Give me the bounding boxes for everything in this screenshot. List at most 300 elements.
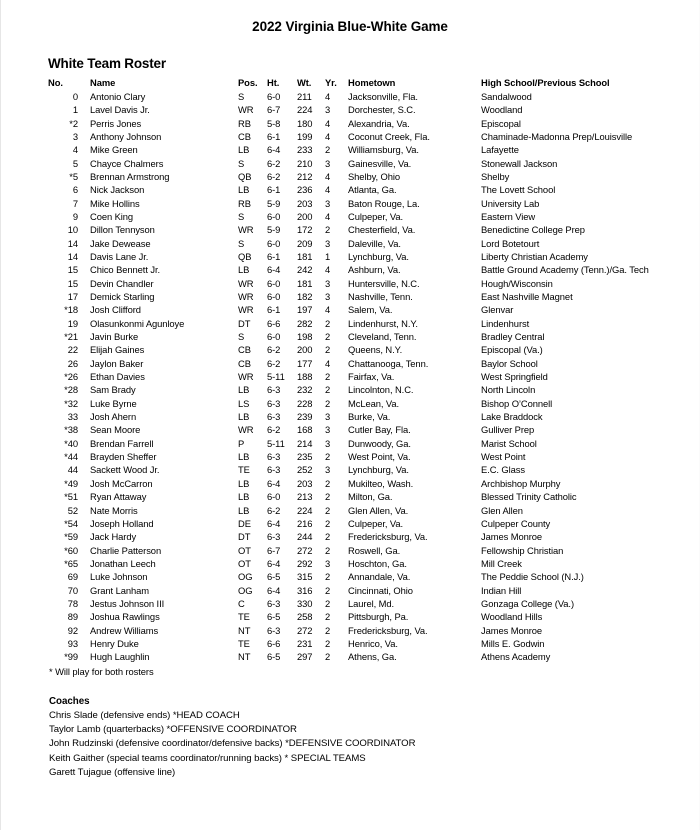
row-spacer xyxy=(78,397,90,410)
player-number: 1 xyxy=(72,104,78,116)
player-height: 6-3 xyxy=(267,451,281,463)
table-row xyxy=(48,103,681,116)
player-weight: 235 xyxy=(297,451,313,463)
player-weight: 244 xyxy=(297,531,313,543)
player-height: 6-6 xyxy=(267,317,281,329)
player-hometown: Cutler Bay, Fla. xyxy=(348,424,411,436)
column-header-weight: Wt. xyxy=(297,77,312,88)
player-year: 4 xyxy=(325,210,331,222)
table-row xyxy=(48,530,681,543)
player-height: 6-0 xyxy=(267,277,281,289)
player-school: Mill Creek xyxy=(481,557,522,569)
player-number: 4 xyxy=(72,144,78,156)
row-spacer xyxy=(78,584,90,597)
coach-line: Chris Slade (defensive ends) *HEAD COACH xyxy=(49,709,240,721)
player-number: 6 xyxy=(72,184,78,196)
player-hometown: McLean, Va. xyxy=(348,397,400,409)
table-row xyxy=(48,263,681,276)
player-hometown: Salem, Va. xyxy=(348,304,393,316)
row-spacer xyxy=(78,197,90,210)
player-height: 6-6 xyxy=(267,637,281,649)
player-weight: 203 xyxy=(297,477,313,489)
row-spacer xyxy=(78,450,90,463)
player-year: 3 xyxy=(325,411,331,423)
player-weight: 282 xyxy=(297,317,313,329)
table-row xyxy=(48,290,681,303)
player-name: Andrew Williams xyxy=(90,624,159,636)
player-position: WR xyxy=(238,224,254,236)
table-row xyxy=(48,130,681,143)
player-name: Brayden Sheffer xyxy=(90,451,157,463)
player-hometown: Dorchester, S.C. xyxy=(348,104,416,116)
player-year: 2 xyxy=(325,477,331,489)
player-year: 2 xyxy=(325,331,331,343)
player-height: 6-2 xyxy=(267,170,281,182)
player-position: S xyxy=(238,157,245,169)
player-weight: 228 xyxy=(297,397,313,409)
player-name: Josh Clifford xyxy=(90,304,141,316)
player-school: University Lab xyxy=(481,197,540,209)
player-number: 19 xyxy=(67,317,78,329)
player-name: Lavel Davis Jr. xyxy=(90,104,150,116)
player-school: Bradley Central xyxy=(481,331,545,343)
player-number: 22 xyxy=(67,344,78,356)
player-weight: 181 xyxy=(297,250,313,262)
player-height: 5-11 xyxy=(267,437,285,449)
row-spacer xyxy=(78,490,90,503)
player-number: *51 xyxy=(64,491,78,503)
player-name: Anthony Johnson xyxy=(90,130,162,142)
player-position: LB xyxy=(238,491,250,503)
player-height: 6-4 xyxy=(267,144,281,156)
player-weight: 239 xyxy=(297,411,313,423)
table-row xyxy=(48,544,681,557)
player-school: Culpeper County xyxy=(481,517,551,529)
player-weight: 211 xyxy=(297,90,312,102)
player-hometown: Chesterfield, Va. xyxy=(348,224,416,236)
player-year: 4 xyxy=(325,304,331,316)
table-row xyxy=(48,223,681,236)
player-height: 6-4 xyxy=(267,264,281,276)
player-number: 10 xyxy=(67,224,78,236)
table-row xyxy=(48,250,681,263)
player-position: LB xyxy=(238,477,250,489)
table-row xyxy=(48,450,681,463)
player-weight: 316 xyxy=(297,584,313,596)
player-height: 6-2 xyxy=(267,157,281,169)
player-height: 6-3 xyxy=(267,384,281,396)
player-name: Brennan Armstrong xyxy=(90,170,170,182)
player-height: 5-9 xyxy=(267,197,281,209)
table-row xyxy=(48,277,681,290)
coaches-section xyxy=(48,695,681,780)
player-weight: 272 xyxy=(297,544,313,556)
table-row xyxy=(48,117,681,130)
player-weight: 213 xyxy=(297,491,313,503)
table-row xyxy=(48,383,681,396)
player-height: 5-11 xyxy=(267,371,285,383)
player-year: 2 xyxy=(325,544,331,556)
player-name: Hugh Laughlin xyxy=(90,651,150,663)
player-school: Glen Allen xyxy=(481,504,523,516)
table-row xyxy=(48,197,681,210)
table-row xyxy=(48,437,681,450)
player-school: Benedictine College Prep xyxy=(481,224,585,236)
player-year: 2 xyxy=(325,504,331,516)
table-row xyxy=(48,490,681,503)
player-year: 4 xyxy=(325,264,331,276)
player-position: LS xyxy=(238,397,250,409)
player-hometown: Athens, Ga. xyxy=(348,651,397,663)
player-year: 2 xyxy=(325,531,331,543)
player-year: 2 xyxy=(325,584,331,596)
table-row xyxy=(48,317,681,330)
player-year: 2 xyxy=(325,451,331,463)
player-school: The Peddie School (N.J.) xyxy=(481,571,584,583)
player-school: East Nashville Magnet xyxy=(481,291,573,302)
row-spacer xyxy=(78,290,90,303)
player-name: Olasunkonmi Agunloye xyxy=(90,317,185,329)
player-school: Shelby xyxy=(481,170,510,182)
player-name: Javin Burke xyxy=(90,331,139,343)
row-spacer xyxy=(78,103,90,116)
player-hometown: Henrico, Va. xyxy=(348,637,398,649)
column-header-number: No. xyxy=(48,77,63,88)
player-number: *21 xyxy=(64,331,78,343)
player-number: 14 xyxy=(67,250,78,262)
player-year: 3 xyxy=(325,104,331,116)
player-year: 2 xyxy=(325,624,331,636)
table-row xyxy=(48,157,681,170)
player-hometown: Lincolnton, N.C. xyxy=(348,384,414,396)
player-hometown: Dunwoody, Ga. xyxy=(348,437,411,449)
coach-line: Keith Gaither (special teams coordinator/running backs) * SPECIAL TEAMS xyxy=(49,752,366,764)
player-school: Lindenhurst xyxy=(481,317,530,329)
player-year: 2 xyxy=(325,597,331,609)
column-header-position: Pos. xyxy=(238,77,258,88)
column-header-height: Ht. xyxy=(267,77,280,88)
table-row xyxy=(48,397,681,410)
section-title: White Team Roster xyxy=(48,56,166,71)
row-spacer xyxy=(78,463,90,476)
table-row xyxy=(48,183,681,196)
player-weight: 297 xyxy=(297,651,313,663)
player-number: 9 xyxy=(72,210,78,222)
player-name: Josh McCarron xyxy=(90,477,153,489)
row-spacer xyxy=(78,383,90,396)
player-year: 3 xyxy=(325,464,331,476)
player-height: 6-3 xyxy=(267,531,281,543)
player-hometown: Daleville, Va. xyxy=(348,237,401,249)
row-spacer xyxy=(78,610,90,623)
row-spacer xyxy=(78,437,90,450)
player-position: OG xyxy=(238,584,253,596)
table-row xyxy=(48,370,681,383)
player-hometown: Ashburn, Va. xyxy=(348,264,401,276)
player-school: Chaminade-Madonna Prep/Louisville xyxy=(481,130,633,142)
player-name: Devin Chandler xyxy=(90,277,154,289)
player-name: Chico Bennett Jr. xyxy=(90,264,161,276)
player-name: Sackett Wood Jr. xyxy=(90,464,160,476)
player-position: LB xyxy=(238,504,250,516)
player-hometown: Culpeper, Va. xyxy=(348,210,404,222)
player-school: Gulliver Prep xyxy=(481,424,535,436)
player-weight: 209 xyxy=(297,237,313,249)
player-height: 6-1 xyxy=(267,250,281,262)
player-number: 17 xyxy=(67,291,78,302)
player-year: 3 xyxy=(325,237,331,249)
player-name: Grant Lanham xyxy=(90,584,149,596)
player-name: Sean Moore xyxy=(90,424,141,436)
player-number: 33 xyxy=(67,411,78,423)
player-height: 6-0 xyxy=(267,491,281,503)
player-position: LB xyxy=(238,411,250,423)
player-position: OG xyxy=(238,571,253,583)
player-school: Stonewall Jackson xyxy=(481,157,558,169)
table-row xyxy=(48,557,681,570)
player-year: 2 xyxy=(325,571,331,583)
player-year: 4 xyxy=(325,90,331,102)
player-weight: 214 xyxy=(297,437,313,449)
player-school: Lord Botetourt xyxy=(481,237,540,249)
player-year: 2 xyxy=(325,344,331,356)
player-school: North Lincoln xyxy=(481,384,536,396)
player-name: Henry Duke xyxy=(90,637,139,649)
table-row xyxy=(48,610,681,623)
player-year: 2 xyxy=(325,371,331,383)
table-row xyxy=(48,650,681,663)
player-hometown: Shelby, Ohio xyxy=(348,170,401,182)
player-school: Indian Hill xyxy=(481,584,522,596)
row-spacer xyxy=(78,530,90,543)
row-spacer xyxy=(78,477,90,490)
player-number: 14 xyxy=(67,237,78,249)
row-spacer xyxy=(78,410,90,423)
player-number: 15 xyxy=(67,277,78,289)
player-position: WR xyxy=(238,277,254,289)
player-number: *18 xyxy=(64,304,78,316)
player-year: 2 xyxy=(325,397,331,409)
player-hometown: Fredericksburg, Va. xyxy=(348,531,428,543)
player-number: *2 xyxy=(69,117,78,129)
player-number: 89 xyxy=(67,611,78,623)
player-hometown: Lynchburg, Va. xyxy=(348,250,409,262)
player-hometown: Fredericksburg, Va. xyxy=(348,624,428,636)
player-name: Jonathan Leech xyxy=(90,557,156,569)
table-row xyxy=(48,517,681,530)
player-position: P xyxy=(238,437,245,449)
table-row xyxy=(48,343,681,356)
row-spacer xyxy=(78,650,90,663)
player-height: 5-9 xyxy=(267,224,281,236)
player-name: Joshua Rawlings xyxy=(90,611,160,623)
player-school: West Point xyxy=(481,451,526,463)
coaches-list xyxy=(48,709,681,780)
player-hometown: Roswell, Ga. xyxy=(348,544,401,556)
row-spacer xyxy=(78,157,90,170)
player-number: *60 xyxy=(64,544,78,556)
player-hometown: Chattanooga, Tenn. xyxy=(348,357,429,369)
player-number: *40 xyxy=(64,437,78,449)
player-name: Demick Starling xyxy=(90,291,155,302)
player-position: LB xyxy=(238,384,250,396)
player-hometown: Jacksonville, Fla. xyxy=(348,90,418,102)
player-year: 4 xyxy=(325,357,331,369)
row-spacer xyxy=(78,143,90,156)
player-weight: 200 xyxy=(297,210,313,222)
table-row xyxy=(48,584,681,597)
player-year: 2 xyxy=(325,144,331,156)
player-weight: 180 xyxy=(297,117,313,129)
player-year: 3 xyxy=(325,557,331,569)
player-position: CB xyxy=(238,357,251,369)
player-name: Mike Hollins xyxy=(90,197,140,209)
player-hometown: Cincinnati, Ohio xyxy=(348,584,413,596)
player-height: 6-1 xyxy=(267,184,281,196)
player-year: 2 xyxy=(325,317,331,329)
player-school: Fellowship Christian xyxy=(481,544,564,556)
player-number: 7 xyxy=(72,197,78,209)
player-school: Lake Braddock xyxy=(481,411,543,423)
player-number: 93 xyxy=(67,637,78,649)
player-position: DT xyxy=(238,317,251,329)
player-school: Archbishop Murphy xyxy=(481,477,561,489)
player-hometown: West Point, Va. xyxy=(348,451,411,463)
table-row xyxy=(48,570,681,583)
player-school: Glenvar xyxy=(481,304,514,316)
player-position: OT xyxy=(238,557,251,569)
player-position: OT xyxy=(238,544,251,556)
player-number: *49 xyxy=(64,477,78,489)
player-hometown: Nashville, Tenn. xyxy=(348,291,413,302)
player-number: 44 xyxy=(67,464,78,476)
player-weight: 172 xyxy=(297,224,313,236)
player-name: Ryan Attaway xyxy=(90,491,147,503)
player-number: 3 xyxy=(72,130,78,142)
row-spacer xyxy=(78,504,90,517)
column-spacer xyxy=(78,76,90,90)
player-name: Davis Lane Jr. xyxy=(90,250,149,262)
row-spacer xyxy=(78,130,90,143)
player-hometown: Fairfax, Va. xyxy=(348,371,395,383)
coach-line: John Rudzinski (defensive coordinator/defensive backs) *DEFENSIVE COORDINATOR xyxy=(49,738,416,750)
player-weight: 198 xyxy=(297,331,313,343)
table-row xyxy=(48,90,681,103)
row-spacer xyxy=(78,223,90,236)
roster-table xyxy=(48,76,681,664)
row-spacer xyxy=(78,277,90,290)
player-school: Baylor School xyxy=(481,357,538,369)
row-spacer xyxy=(78,557,90,570)
player-weight: 181 xyxy=(297,277,313,289)
player-height: 6-0 xyxy=(267,331,281,343)
player-hometown: Pittsburgh, Pa. xyxy=(348,611,409,623)
player-name: Ethan Davies xyxy=(90,371,145,383)
player-position: TE xyxy=(238,637,250,649)
player-position: DT xyxy=(238,531,251,543)
player-school: Liberty Christian Academy xyxy=(481,250,588,262)
player-school: Sandalwood xyxy=(481,90,532,102)
table-row xyxy=(48,143,681,156)
player-position: RB xyxy=(238,117,251,129)
player-school: Blessed Trinity Catholic xyxy=(481,491,577,503)
player-position: WR xyxy=(238,424,254,436)
player-weight: 210 xyxy=(297,157,313,169)
player-name: Mike Green xyxy=(90,144,138,156)
player-weight: 200 xyxy=(297,344,313,356)
player-height: 6-5 xyxy=(267,571,281,583)
row-spacer xyxy=(78,263,90,276)
column-header-name: Name xyxy=(90,77,116,88)
player-height: 6-0 xyxy=(267,237,281,249)
player-year: 4 xyxy=(325,117,331,129)
player-weight: 315 xyxy=(297,571,313,583)
table-header-row xyxy=(48,76,681,90)
player-height: 6-3 xyxy=(267,411,281,423)
row-spacer xyxy=(78,544,90,557)
player-hometown: Gainesville, Va. xyxy=(348,157,412,169)
player-position: WR xyxy=(238,291,254,302)
roster-table-body xyxy=(48,90,681,664)
player-position: TE xyxy=(238,464,250,476)
player-position: TE xyxy=(238,611,250,623)
table-row xyxy=(48,637,681,650)
player-height: 6-5 xyxy=(267,651,281,663)
player-hometown: Baton Rouge, La. xyxy=(348,197,420,209)
player-school: The Lovett School xyxy=(481,184,556,196)
player-number: 92 xyxy=(67,624,78,636)
player-hometown: Annandale, Va. xyxy=(348,571,411,583)
player-name: Coen King xyxy=(90,210,134,222)
player-year: 2 xyxy=(325,491,331,503)
player-number: *65 xyxy=(64,557,78,569)
table-row xyxy=(48,357,681,370)
player-position: CB xyxy=(238,130,251,142)
player-height: 6-4 xyxy=(267,517,281,529)
player-hometown: Coconut Creek, Fla. xyxy=(348,130,430,142)
player-height: 6-0 xyxy=(267,291,281,302)
player-school: Lafayette xyxy=(481,144,519,156)
player-weight: 182 xyxy=(297,291,313,302)
player-number: 52 xyxy=(67,504,78,516)
player-hometown: Huntersville, N.C. xyxy=(348,277,420,289)
player-weight: 272 xyxy=(297,624,313,636)
row-spacer xyxy=(78,303,90,316)
table-row xyxy=(48,624,681,637)
player-weight: 199 xyxy=(297,130,313,142)
player-school: Episcopal xyxy=(481,117,521,129)
roster-footnote: * Will play for both rosters xyxy=(49,665,154,677)
player-number: *26 xyxy=(64,371,78,383)
player-number: *99 xyxy=(64,651,78,663)
column-header-hometown: Hometown xyxy=(348,77,396,88)
coaches-title: Coaches xyxy=(49,695,90,707)
player-weight: 252 xyxy=(297,464,313,476)
player-name: Dillon Tennyson xyxy=(90,224,155,236)
player-year: 2 xyxy=(325,651,331,663)
row-spacer xyxy=(78,357,90,370)
player-position: C xyxy=(238,597,245,609)
player-position: S xyxy=(238,237,245,249)
player-weight: 258 xyxy=(297,611,313,623)
player-school: Mills E. Godwin xyxy=(481,637,545,649)
player-hometown: Alexandria, Va. xyxy=(348,117,410,129)
player-weight: 197 xyxy=(297,304,313,316)
player-school: Athens Academy xyxy=(481,651,551,663)
player-school: Battle Ground Academy (Tenn.)/Ga. Tech xyxy=(481,264,649,276)
document-body xyxy=(1,34,699,780)
table-row xyxy=(48,237,681,250)
